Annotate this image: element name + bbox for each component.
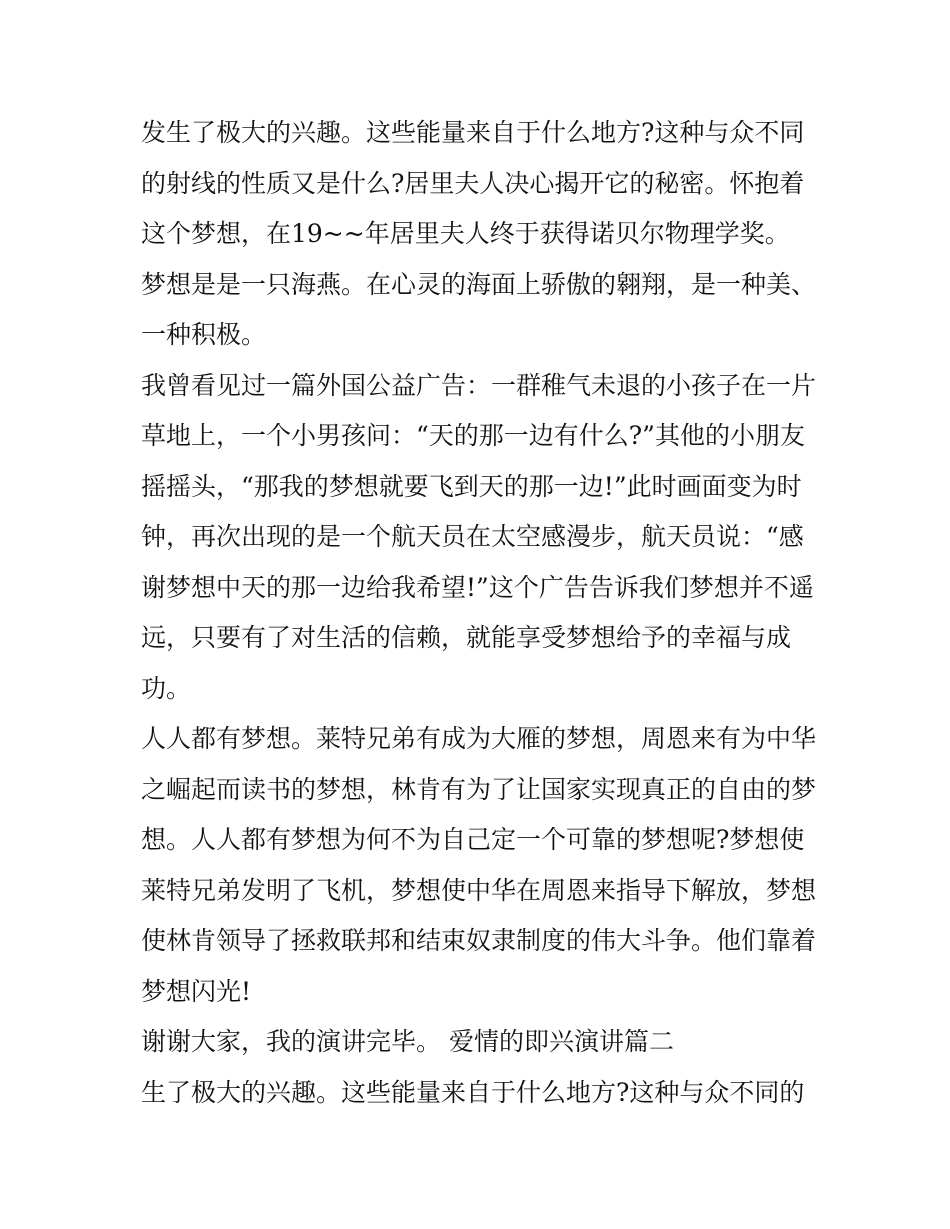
text-line: 想。人人都有梦想为何不为自己定一个可靠的梦想呢?梦想使	[141, 825, 805, 854]
text-line: 谢梦想中天的那一边给我希望!”这个广告告诉我们梦想并不遥	[141, 572, 814, 602]
text-line: 草地上，一个小男孩问：“天的那一边有什么?”其他的小朋友	[141, 421, 805, 450]
text-line: 人人都有梦想。莱特兄弟有成为大雁的梦想，周恩来有为中华	[141, 724, 817, 753]
text-line: 功。	[141, 673, 192, 703]
text-line: 我曾看见过一篇外国公益广告：一群稚气未退的小孩子在一片	[141, 370, 817, 400]
text-line: 梦想闪光!	[141, 976, 252, 1006]
text-line: 这个梦想，在19~~年居里夫人终于获得诺贝尔物理学奖。	[141, 219, 790, 248]
text-line: 谢谢大家，我的演讲完毕。 爱情的即兴演讲篇二	[141, 1027, 674, 1056]
text-line: 钟，再次出现的是一个航天员在太空感漫步，航天员说：“感	[141, 522, 804, 551]
text-line: 发生了极大的兴趣。这些能量来自于什么地方?这种与众不同	[141, 118, 805, 147]
text-line: 梦想是是一只海燕。在心灵的海面上骄傲的翱翔，是一种美、	[141, 269, 817, 299]
text-line: 莱特兄弟发明了飞机，梦想使中华在周恩来指导下解放，梦想	[141, 875, 817, 905]
text-line: 摇摇头，“那我的梦想就要飞到天的那一边!”此时画面变为时	[141, 471, 802, 501]
text-line: 远，只要有了对生活的信赖，就能享受梦想给予的幸福与成	[141, 623, 792, 652]
text-line: 使林肯领导了拯救联邦和结束奴隶制度的伟大斗争。他们靠着	[141, 926, 817, 955]
document-body	[141, 108, 821, 1118]
text-line: 之崛起而读书的梦想，林肯有为了让国家实现真正的自由的梦	[141, 774, 817, 804]
text-line: 一种积极。	[141, 320, 267, 349]
text-line: 生了极大的兴趣。这些能量来自于什么地方?这种与众不同的	[141, 1077, 805, 1107]
text-line: 的射线的性质又是什么?居里夫人决心揭开它的秘密。怀抱着	[141, 168, 805, 198]
